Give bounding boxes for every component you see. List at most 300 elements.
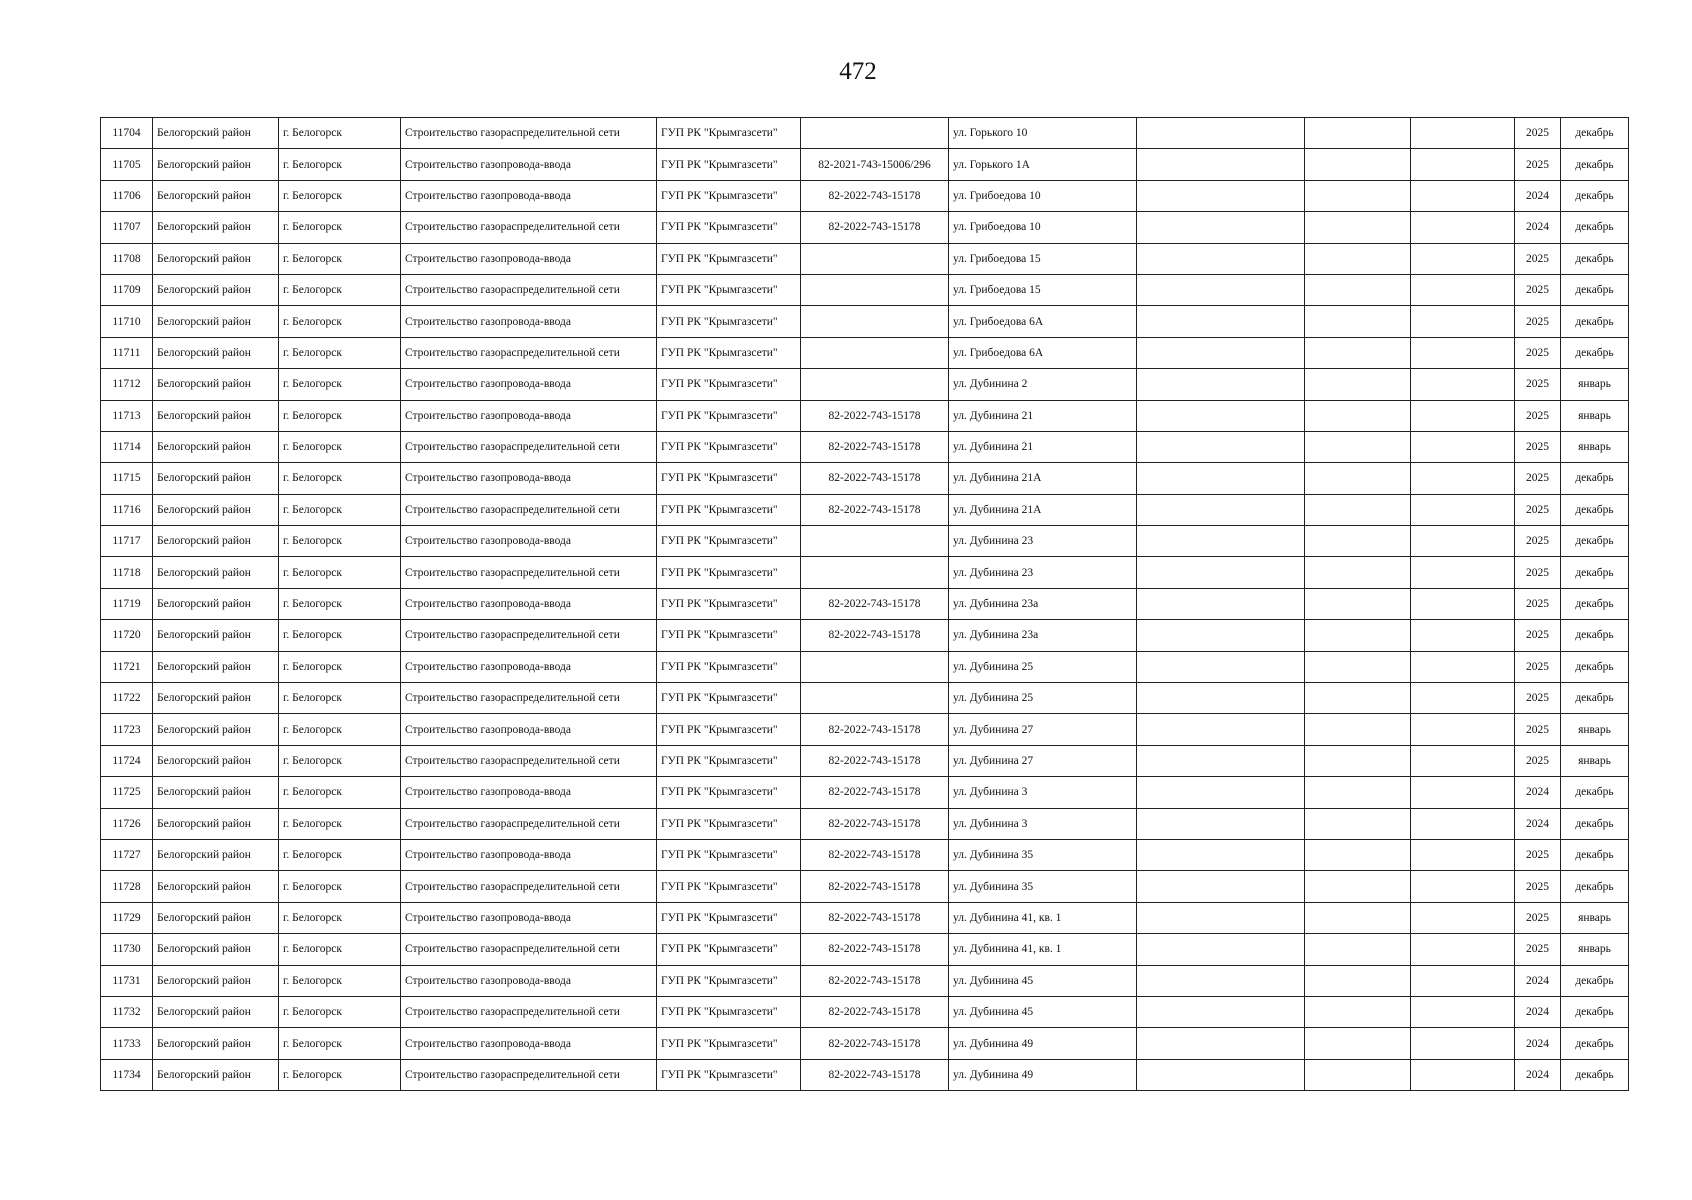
table-row [101,180,1629,211]
work-type-cell: Строительство газопровода-ввода [401,651,657,682]
district-cell: Белогорский район [153,180,279,211]
work-type-cell: Строительство газораспределительной сети [401,808,657,839]
year-cell: 2024 [1515,180,1561,211]
month-cell: декабрь [1561,871,1629,902]
empty-cell [1305,902,1411,933]
work-type-cell: Строительство газопровода-ввода [401,243,657,274]
address-cell: ул. Дубинина 27 [949,745,1137,776]
year-cell: 2025 [1515,620,1561,651]
year-cell: 2025 [1515,683,1561,714]
district-cell: Белогорский район [153,118,279,149]
year-cell: 2024 [1515,1028,1561,1059]
month-cell: декабрь [1561,557,1629,588]
empty-cell [1305,683,1411,714]
page-number: 472 [839,58,877,85]
work-type-cell: Строительство газопровода-ввода [401,149,657,180]
year-cell: 2025 [1515,494,1561,525]
table-row [101,902,1629,933]
empty-cell [1137,337,1305,368]
row-number: 11730 [101,934,153,965]
empty-cell [1411,274,1515,305]
work-type-cell: Строительство газопровода-ввода [401,714,657,745]
empty-cell [1137,651,1305,682]
work-type-cell: Строительство газопровода-ввода [401,1028,657,1059]
empty-cell [1411,745,1515,776]
month-cell: декабрь [1561,494,1629,525]
month-cell: декабрь [1561,274,1629,305]
registration-number-cell: 82-2022-743-15178 [801,777,949,808]
work-type-cell: Строительство газопровода-ввода [401,180,657,211]
work-type-cell: Строительство газопровода-ввода [401,839,657,870]
organization-cell: ГУП РК "Крымгазсети" [657,463,801,494]
work-type-cell: Строительство газораспределительной сети [401,118,657,149]
organization-cell: ГУП РК "Крымгазсети" [657,588,801,619]
organization-cell: ГУП РК "Крымгазсети" [657,934,801,965]
empty-cell [1137,306,1305,337]
city-cell: г. Белогорск [279,118,401,149]
year-cell: 2025 [1515,557,1561,588]
district-cell: Белогорский район [153,243,279,274]
empty-cell [1305,620,1411,651]
row-number: 11732 [101,996,153,1027]
empty-cell [1305,274,1411,305]
row-number: 11712 [101,369,153,400]
empty-cell [1305,526,1411,557]
year-cell: 2025 [1515,337,1561,368]
empty-cell [1137,431,1305,462]
address-cell: ул. Дубинина 23 [949,526,1137,557]
address-cell: ул. Дубинина 3 [949,808,1137,839]
city-cell: г. Белогорск [279,526,401,557]
organization-cell: ГУП РК "Крымгазсети" [657,996,801,1027]
city-cell: г. Белогорск [279,839,401,870]
empty-cell [1137,118,1305,149]
empty-cell [1305,588,1411,619]
address-cell: ул. Дубинина 25 [949,683,1137,714]
empty-cell [1137,808,1305,839]
row-number: 11721 [101,651,153,682]
row-number: 11731 [101,965,153,996]
empty-cell [1137,839,1305,870]
empty-cell [1137,494,1305,525]
month-cell: январь [1561,400,1629,431]
registration-number-cell: 82-2022-743-15178 [801,180,949,211]
row-number: 11709 [101,274,153,305]
district-cell: Белогорский район [153,400,279,431]
table-row [101,996,1629,1027]
district-cell: Белогорский район [153,683,279,714]
month-cell: декабрь [1561,651,1629,682]
empty-cell [1305,1028,1411,1059]
address-cell: ул. Дубинина 49 [949,1028,1137,1059]
registration-number-cell: 82-2022-743-15178 [801,588,949,619]
empty-cell [1411,526,1515,557]
address-cell: ул. Дубинина 35 [949,871,1137,902]
registration-number-cell [801,118,949,149]
city-cell: г. Белогорск [279,808,401,839]
city-cell: г. Белогорск [279,934,401,965]
empty-cell [1411,431,1515,462]
city-cell: г. Белогорск [279,1028,401,1059]
address-cell: ул. Дубинина 41, кв. 1 [949,934,1137,965]
organization-cell: ГУП РК "Крымгазсети" [657,965,801,996]
city-cell: г. Белогорск [279,714,401,745]
organization-cell: ГУП РК "Крымгазсети" [657,839,801,870]
district-cell: Белогорский район [153,777,279,808]
organization-cell: ГУП РК "Крымгазсети" [657,777,801,808]
city-cell: г. Белогорск [279,557,401,588]
table-row [101,1059,1629,1090]
month-cell: декабрь [1561,777,1629,808]
district-cell: Белогорский район [153,526,279,557]
month-cell: декабрь [1561,463,1629,494]
empty-cell [1137,996,1305,1027]
empty-cell [1137,463,1305,494]
city-cell: г. Белогорск [279,965,401,996]
registration-number-cell: 82-2022-743-15178 [801,808,949,839]
empty-cell [1305,1059,1411,1090]
empty-cell [1137,149,1305,180]
work-type-cell: Строительство газораспределительной сети [401,337,657,368]
registration-number-cell: 82-2022-743-15178 [801,1059,949,1090]
empty-cell [1411,683,1515,714]
month-cell: декабрь [1561,243,1629,274]
address-cell: ул. Дубинина 21А [949,494,1137,525]
address-cell: ул. Дубинина 21 [949,400,1137,431]
table-row [101,149,1629,180]
month-cell: декабрь [1561,808,1629,839]
empty-cell [1305,243,1411,274]
work-type-cell: Строительство газораспределительной сети [401,871,657,902]
month-cell: декабрь [1561,620,1629,651]
year-cell: 2025 [1515,149,1561,180]
year-cell: 2025 [1515,400,1561,431]
registration-number-cell [801,651,949,682]
year-cell: 2025 [1515,526,1561,557]
empty-cell [1137,683,1305,714]
address-cell: ул. Дубинина 35 [949,839,1137,870]
month-cell: декабрь [1561,337,1629,368]
work-type-cell: Строительство газопровода-ввода [401,400,657,431]
organization-cell: ГУП РК "Крымгазсети" [657,274,801,305]
address-cell: ул. Горького 10 [949,118,1137,149]
month-cell: декабрь [1561,212,1629,243]
table-row [101,777,1629,808]
organization-cell: ГУП РК "Крымгазсети" [657,902,801,933]
city-cell: г. Белогорск [279,243,401,274]
organization-cell: ГУП РК "Крымгазсети" [657,526,801,557]
address-cell: ул. Дубинина 23а [949,588,1137,619]
empty-cell [1305,839,1411,870]
organization-cell: ГУП РК "Крымгазсети" [657,118,801,149]
empty-cell [1305,337,1411,368]
address-cell: ул. Дубинина 25 [949,651,1137,682]
empty-cell [1305,777,1411,808]
empty-cell [1305,745,1411,776]
year-cell: 2025 [1515,463,1561,494]
work-type-cell: Строительство газопровода-ввода [401,463,657,494]
city-cell: г. Белогорск [279,149,401,180]
row-number: 11729 [101,902,153,933]
month-cell: декабрь [1561,118,1629,149]
table-row [101,463,1629,494]
address-cell: ул. Дубинина 21 [949,431,1137,462]
table-row [101,274,1629,305]
address-cell: ул. Грибоедова 6А [949,337,1137,368]
table-row [101,431,1629,462]
registration-number-cell: 82-2022-743-15178 [801,463,949,494]
organization-cell: ГУП РК "Крымгазсети" [657,180,801,211]
empty-cell [1305,808,1411,839]
row-number: 11713 [101,400,153,431]
year-cell: 2025 [1515,369,1561,400]
empty-cell [1305,494,1411,525]
registry-rows [101,118,1629,1091]
organization-cell: ГУП РК "Крымгазсети" [657,745,801,776]
work-type-cell: Строительство газопровода-ввода [401,777,657,808]
year-cell: 2025 [1515,714,1561,745]
district-cell: Белогорский район [153,934,279,965]
row-number: 11704 [101,118,153,149]
empty-cell [1305,180,1411,211]
empty-cell [1137,902,1305,933]
district-cell: Белогорский район [153,463,279,494]
address-cell: ул. Грибоедова 10 [949,212,1137,243]
city-cell: г. Белогорск [279,902,401,933]
empty-cell [1305,557,1411,588]
address-cell: ул. Дубинина 2 [949,369,1137,400]
registration-number-cell: 82-2022-743-15178 [801,714,949,745]
district-cell: Белогорский район [153,996,279,1027]
row-number: 11726 [101,808,153,839]
empty-cell [1411,934,1515,965]
work-type-cell: Строительство газораспределительной сети [401,274,657,305]
registration-number-cell [801,683,949,714]
city-cell: г. Белогорск [279,745,401,776]
organization-cell: ГУП РК "Крымгазсети" [657,337,801,368]
address-cell: ул. Дубинина 21А [949,463,1137,494]
month-cell: январь [1561,934,1629,965]
empty-cell [1137,934,1305,965]
registration-number-cell: 82-2022-743-15178 [801,934,949,965]
empty-cell [1305,369,1411,400]
row-number: 11705 [101,149,153,180]
table-row [101,839,1629,870]
month-cell: январь [1561,431,1629,462]
organization-cell: ГУП РК "Крымгазсети" [657,683,801,714]
organization-cell: ГУП РК "Крымгазсети" [657,651,801,682]
empty-cell [1411,651,1515,682]
table-row [101,965,1629,996]
row-number: 11720 [101,620,153,651]
empty-cell [1137,965,1305,996]
table-row [101,808,1629,839]
empty-cell [1411,714,1515,745]
organization-cell: ГУП РК "Крымгазсети" [657,306,801,337]
registration-number-cell: 82-2022-743-15178 [801,400,949,431]
row-number: 11722 [101,683,153,714]
table-row [101,651,1629,682]
table-row [101,714,1629,745]
month-cell: декабрь [1561,683,1629,714]
empty-cell [1411,306,1515,337]
city-cell: г. Белогорск [279,212,401,243]
empty-cell [1137,588,1305,619]
organization-cell: ГУП РК "Крымгазсети" [657,369,801,400]
city-cell: г. Белогорск [279,620,401,651]
city-cell: г. Белогорск [279,588,401,619]
registration-number-cell: 82-2022-743-15178 [801,871,949,902]
empty-cell [1411,965,1515,996]
organization-cell: ГУП РК "Крымгазсети" [657,1059,801,1090]
table-row [101,620,1629,651]
year-cell: 2025 [1515,839,1561,870]
registration-number-cell [801,337,949,368]
row-number: 11710 [101,306,153,337]
empty-cell [1137,274,1305,305]
registration-number-cell: 82-2021-743-15006/296 [801,149,949,180]
district-cell: Белогорский район [153,337,279,368]
year-cell: 2025 [1515,274,1561,305]
row-number: 11728 [101,871,153,902]
table-row [101,934,1629,965]
address-cell: ул. Дубинина 23а [949,620,1137,651]
registration-number-cell: 82-2022-743-15178 [801,902,949,933]
table-row [101,243,1629,274]
empty-cell [1411,243,1515,274]
empty-cell [1137,745,1305,776]
empty-cell [1137,620,1305,651]
registration-number-cell [801,243,949,274]
month-cell: январь [1561,714,1629,745]
table-row [101,871,1629,902]
row-number: 11718 [101,557,153,588]
district-cell: Белогорский район [153,1059,279,1090]
month-cell: декабрь [1561,526,1629,557]
city-cell: г. Белогорск [279,683,401,714]
district-cell: Белогорский район [153,839,279,870]
table-row [101,306,1629,337]
month-cell: декабрь [1561,996,1629,1027]
city-cell: г. Белогорск [279,180,401,211]
address-cell: ул. Горького 1А [949,149,1137,180]
row-number: 11734 [101,1059,153,1090]
month-cell: декабрь [1561,180,1629,211]
organization-cell: ГУП РК "Крымгазсети" [657,494,801,525]
row-number: 11717 [101,526,153,557]
empty-cell [1305,463,1411,494]
year-cell: 2024 [1515,777,1561,808]
table-row [101,400,1629,431]
empty-cell [1305,965,1411,996]
empty-cell [1305,431,1411,462]
district-cell: Белогорский район [153,808,279,839]
empty-cell [1137,871,1305,902]
city-cell: г. Белогорск [279,1059,401,1090]
year-cell: 2024 [1515,996,1561,1027]
empty-cell [1137,400,1305,431]
year-cell: 2024 [1515,808,1561,839]
city-cell: г. Белогорск [279,369,401,400]
registration-number-cell: 82-2022-743-15178 [801,494,949,525]
work-type-cell: Строительство газопровода-ввода [401,902,657,933]
empty-cell [1137,1059,1305,1090]
empty-cell [1137,180,1305,211]
organization-cell: ГУП РК "Крымгазсети" [657,808,801,839]
empty-cell [1411,180,1515,211]
year-cell: 2025 [1515,306,1561,337]
district-cell: Белогорский район [153,1028,279,1059]
empty-cell [1411,463,1515,494]
organization-cell: ГУП РК "Крымгазсети" [657,871,801,902]
city-cell: г. Белогорск [279,651,401,682]
district-cell: Белогорский район [153,745,279,776]
empty-cell [1305,118,1411,149]
year-cell: 2025 [1515,871,1561,902]
organization-cell: ГУП РК "Крымгазсети" [657,243,801,274]
city-cell: г. Белогорск [279,274,401,305]
row-number: 11715 [101,463,153,494]
empty-cell [1137,714,1305,745]
registration-number-cell: 82-2022-743-15178 [801,745,949,776]
empty-cell [1411,620,1515,651]
city-cell: г. Белогорск [279,996,401,1027]
city-cell: г. Белогорск [279,431,401,462]
empty-cell [1305,934,1411,965]
district-cell: Белогорский район [153,431,279,462]
empty-cell [1411,400,1515,431]
empty-cell [1137,777,1305,808]
empty-cell [1411,871,1515,902]
row-number: 11711 [101,337,153,368]
empty-cell [1305,149,1411,180]
registration-number-cell [801,306,949,337]
district-cell: Белогорский район [153,212,279,243]
work-type-cell: Строительство газораспределительной сети [401,494,657,525]
organization-cell: ГУП РК "Крымгазсети" [657,431,801,462]
organization-cell: ГУП РК "Крымгазсети" [657,149,801,180]
registration-number-cell: 82-2022-743-15178 [801,839,949,870]
year-cell: 2025 [1515,934,1561,965]
district-cell: Белогорский район [153,369,279,400]
empty-cell [1411,996,1515,1027]
year-cell: 2025 [1515,745,1561,776]
address-cell: ул. Грибоедова 15 [949,274,1137,305]
registration-number-cell [801,369,949,400]
organization-cell: ГУП РК "Крымгазсети" [657,212,801,243]
table-row [101,526,1629,557]
table-row [101,557,1629,588]
empty-cell [1411,557,1515,588]
work-type-cell: Строительство газораспределительной сети [401,683,657,714]
empty-cell [1137,1028,1305,1059]
registration-number-cell [801,557,949,588]
organization-cell: ГУП РК "Крымгазсети" [657,1028,801,1059]
work-type-cell: Строительство газораспределительной сети [401,745,657,776]
empty-cell [1411,212,1515,243]
district-cell: Белогорский район [153,620,279,651]
city-cell: г. Белогорск [279,306,401,337]
work-type-cell: Строительство газопровода-ввода [401,588,657,619]
month-cell: декабрь [1561,588,1629,619]
empty-cell [1137,526,1305,557]
district-cell: Белогорский район [153,871,279,902]
city-cell: г. Белогорск [279,400,401,431]
month-cell: декабрь [1561,149,1629,180]
row-number: 11708 [101,243,153,274]
row-number: 11723 [101,714,153,745]
empty-cell [1137,369,1305,400]
